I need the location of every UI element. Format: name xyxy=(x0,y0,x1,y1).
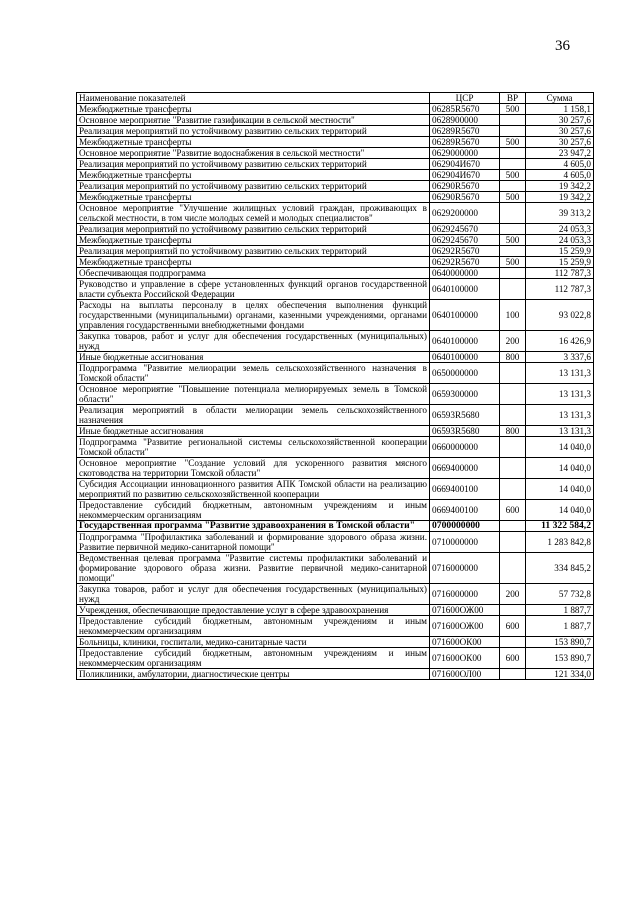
table-row xyxy=(77,384,594,405)
table-row xyxy=(77,352,594,363)
table-row xyxy=(77,203,594,224)
cell-code: 0628900000 xyxy=(430,115,500,126)
table-row xyxy=(77,605,594,616)
cell-name: Межбюджетные трансферты xyxy=(77,137,430,148)
cell-sum: 19 342,2 xyxy=(526,181,594,192)
cell-sum: 13 131,3 xyxy=(526,405,594,426)
table-row xyxy=(77,148,594,159)
table-row xyxy=(77,126,594,137)
cell-code: 0640100000 xyxy=(430,352,500,363)
table-body xyxy=(77,104,594,680)
cell-sum: 334 845,2 xyxy=(526,553,594,584)
page-number: 36 xyxy=(555,38,570,54)
cell-sum: 19 342,2 xyxy=(526,192,594,203)
cell-code: 06292R5670 xyxy=(430,257,500,268)
cell-vr xyxy=(500,126,526,137)
cell-vr xyxy=(500,405,526,426)
cell-code: 062904И670 xyxy=(430,159,500,170)
cell-name: Ведомственная целевая программа "Развитие системы профилактики заболеваний и формирование здорового образа жизни. Развитие первичной медико-санитарной помощи" xyxy=(77,553,430,584)
table-row xyxy=(77,115,594,126)
cell-sum: 14 040,0 xyxy=(526,479,594,500)
cell-name: Реализация мероприятий по устойчивому развитию сельских территорий xyxy=(77,159,430,170)
cell-sum: 57 732,8 xyxy=(526,584,594,605)
cell-sum: 121 334,0 xyxy=(526,669,594,680)
cell-sum: 1 158,1 xyxy=(526,104,594,115)
cell-sum: 1 887,7 xyxy=(526,605,594,616)
cell-code: 0660000000 xyxy=(430,437,500,458)
cell-sum: 14 040,0 xyxy=(526,500,594,521)
table-row xyxy=(77,648,594,669)
table-row xyxy=(77,192,594,203)
cell-vr xyxy=(500,203,526,224)
budget-table xyxy=(76,92,594,680)
cell-vr: 200 xyxy=(500,331,526,352)
cell-name: Обеспечивающая подпрограмма xyxy=(77,268,430,279)
cell-name: Поликлиники, амбулатории, диагностические центры xyxy=(77,669,430,680)
table-row xyxy=(77,616,594,637)
cell-sum: 1 887,7 xyxy=(526,616,594,637)
table-row xyxy=(77,331,594,352)
table-row xyxy=(77,521,594,532)
cell-code: 0640100000 xyxy=(430,300,500,331)
cell-vr xyxy=(500,268,526,279)
table-row xyxy=(77,363,594,384)
cell-code: 0640100000 xyxy=(430,279,500,300)
table-row xyxy=(77,405,594,426)
cell-code: 071600ОЛ00 xyxy=(430,669,500,680)
cell-name: Подпрограмма "Развитие региональной системы сельскохозяйственной кооперации Томской области" xyxy=(77,437,430,458)
cell-name: Подпрограмма "Развитие мелиорации земель сельскохозяйственного назначения в Томской области" xyxy=(77,363,430,384)
cell-sum: 4 605,0 xyxy=(526,159,594,170)
cell-name: Межбюджетные трансферты xyxy=(77,104,430,115)
table-row xyxy=(77,104,594,115)
cell-sum: 14 040,0 xyxy=(526,458,594,479)
cell-vr: 800 xyxy=(500,352,526,363)
cell-name: Межбюджетные трансферты xyxy=(77,192,430,203)
table-row xyxy=(77,584,594,605)
cell-sum: 13 131,3 xyxy=(526,384,594,405)
cell-vr xyxy=(500,669,526,680)
cell-code: 0710000000 xyxy=(430,532,500,553)
cell-vr: 600 xyxy=(500,500,526,521)
cell-code: 0716000000 xyxy=(430,584,500,605)
cell-vr xyxy=(500,159,526,170)
table-row xyxy=(77,170,594,181)
cell-code: 071600ОК00 xyxy=(430,648,500,669)
cell-vr xyxy=(500,384,526,405)
cell-name: Межбюджетные трансферты xyxy=(77,170,430,181)
cell-code: 0716000000 xyxy=(430,553,500,584)
cell-vr: 800 xyxy=(500,426,526,437)
cell-code: 0669400100 xyxy=(430,500,500,521)
cell-vr xyxy=(500,181,526,192)
table-row xyxy=(77,458,594,479)
cell-code: 06593R5680 xyxy=(430,405,500,426)
cell-name: Руководство и управление в сфере установленных функций органов государственной власти субъекта Российской Федерации xyxy=(77,279,430,300)
cell-name: Реализация мероприятий по устойчивому развитию сельских территорий xyxy=(77,224,430,235)
cell-name: Учреждения, обеспечивающие предоставление услуг в сфере здравоохранения xyxy=(77,605,430,616)
cell-vr: 600 xyxy=(500,616,526,637)
cell-sum: 23 947,2 xyxy=(526,148,594,159)
cell-sum: 14 040,0 xyxy=(526,437,594,458)
cell-name: Закупка товаров, работ и услуг для обеспечения государственных (муниципальных) нужд xyxy=(77,584,430,605)
table-row xyxy=(77,235,594,246)
cell-sum: 153 890,7 xyxy=(526,648,594,669)
cell-name: Реализация мероприятий в области мелиорации земель сельскохозяйственного назначения xyxy=(77,405,430,426)
cell-vr xyxy=(500,363,526,384)
cell-sum: 13 131,3 xyxy=(526,426,594,437)
cell-name: Больницы, клиники, госпитали, медико-санитарные части xyxy=(77,637,430,648)
cell-vr: 100 xyxy=(500,300,526,331)
cell-code: 0629245670 xyxy=(430,224,500,235)
cell-sum: 13 131,3 xyxy=(526,363,594,384)
cell-code: 0629245670 xyxy=(430,235,500,246)
cell-sum: 153 890,7 xyxy=(526,637,594,648)
table-row xyxy=(77,224,594,235)
cell-sum: 112 787,3 xyxy=(526,268,594,279)
cell-name: Закупка товаров, работ и услуг для обеспечения государственных (муниципальных) нужд xyxy=(77,331,430,352)
cell-name: Основное мероприятие "Улучшение жилищных условий граждан, проживающих в сельской местности, в том числе молодых семей и молодых специалистов" xyxy=(77,203,430,224)
cell-name: Подпрограмма "Профилактика заболеваний и формирование здорового образа жизни. Развитие первичной медико-санитарной помощи" xyxy=(77,532,430,553)
cell-name: Реализация мероприятий по устойчивому развитию сельских территорий xyxy=(77,181,430,192)
cell-name: Предоставление субсидий бюджетным, автономным учреждениям и иным некоммерческим организациям xyxy=(77,500,430,521)
cell-name: Субсидия Ассоциации инновационного развития АПК Томской области на реализацию мероприятий по развитию сельскохозяйственной кооперации xyxy=(77,479,430,500)
cell-vr xyxy=(500,521,526,532)
cell-name: Предоставление субсидий бюджетным, автономным учреждениям и иным некоммерческим организациям xyxy=(77,616,430,637)
header-sum: Сумма xyxy=(526,93,594,104)
cell-vr: 500 xyxy=(500,235,526,246)
table-row xyxy=(77,300,594,331)
cell-name: Иные бюджетные ассигнования xyxy=(77,426,430,437)
cell-sum: 3 337,6 xyxy=(526,352,594,363)
cell-vr: 600 xyxy=(500,648,526,669)
cell-name: Расходы на выплаты персоналу в целях обеспечения выполнения функций государственными (муниципальными) органами, казенными учреждениями, органами управления государственными внебюджетными фондами xyxy=(77,300,430,331)
cell-sum: 4 605,0 xyxy=(526,170,594,181)
cell-code: 0629000000 xyxy=(430,148,500,159)
cell-vr xyxy=(500,148,526,159)
cell-code: 0629200000 xyxy=(430,203,500,224)
cell-sum: 24 053,3 xyxy=(526,224,594,235)
cell-code: 06290R5670 xyxy=(430,192,500,203)
header-name: Наименование показателей xyxy=(77,93,430,104)
header-code: ЦСР xyxy=(430,93,500,104)
cell-code: 0659300000 xyxy=(430,384,500,405)
cell-code: 06285R5670 xyxy=(430,104,500,115)
table-row xyxy=(77,479,594,500)
cell-name: Основное мероприятие "Развитие водоснабжения в сельской местности" xyxy=(77,148,430,159)
cell-name: Основное мероприятие "Повышение потенциала мелиорируемых земель в Томской области" xyxy=(77,384,430,405)
table-row xyxy=(77,532,594,553)
cell-vr: 500 xyxy=(500,104,526,115)
cell-sum: 112 787,3 xyxy=(526,279,594,300)
table-row xyxy=(77,159,594,170)
cell-sum: 1 283 842,8 xyxy=(526,532,594,553)
cell-sum: 15 259,9 xyxy=(526,257,594,268)
table-row xyxy=(77,181,594,192)
cell-name: Межбюджетные трансферты xyxy=(77,235,430,246)
table-row xyxy=(77,500,594,521)
cell-vr xyxy=(500,279,526,300)
cell-vr xyxy=(500,246,526,257)
table-row xyxy=(77,268,594,279)
cell-vr xyxy=(500,532,526,553)
cell-name: Основное мероприятие "Создание условий для ускоренного развития мясного скотоводства на территории Томской области" xyxy=(77,458,430,479)
cell-code: 0700000000 xyxy=(430,521,500,532)
cell-vr xyxy=(500,115,526,126)
table-row xyxy=(77,426,594,437)
cell-vr xyxy=(500,224,526,235)
cell-code: 06289R5670 xyxy=(430,126,500,137)
table-row xyxy=(77,669,594,680)
cell-sum: 24 053,3 xyxy=(526,235,594,246)
cell-name: Государственная программа "Развитие здравоохранения в Томской области" xyxy=(77,521,430,532)
cell-code: 071600ОЖ00 xyxy=(430,605,500,616)
cell-sum: 39 313,2 xyxy=(526,203,594,224)
cell-name: Иные бюджетные ассигнования xyxy=(77,352,430,363)
cell-name: Предоставление субсидий бюджетным, автономным учреждениям и иным некоммерческим организациям xyxy=(77,648,430,669)
cell-code: 0650000000 xyxy=(430,363,500,384)
table-row xyxy=(77,637,594,648)
cell-vr xyxy=(500,458,526,479)
table-row xyxy=(77,257,594,268)
cell-sum: 11 322 584,2 xyxy=(526,521,594,532)
cell-code: 0640000000 xyxy=(430,268,500,279)
cell-code: 071600ОЖ00 xyxy=(430,616,500,637)
cell-name: Реализация мероприятий по устойчивому развитию сельских территорий xyxy=(77,246,430,257)
cell-vr: 500 xyxy=(500,192,526,203)
cell-name: Межбюджетные трансферты xyxy=(77,257,430,268)
cell-vr: 500 xyxy=(500,170,526,181)
cell-code: 0640100000 xyxy=(430,331,500,352)
cell-code: 0669400100 xyxy=(430,479,500,500)
cell-sum: 30 257,6 xyxy=(526,126,594,137)
cell-sum: 15 259,9 xyxy=(526,246,594,257)
cell-sum: 30 257,6 xyxy=(526,115,594,126)
cell-vr xyxy=(500,479,526,500)
cell-vr xyxy=(500,637,526,648)
cell-vr: 200 xyxy=(500,584,526,605)
cell-sum: 93 022,8 xyxy=(526,300,594,331)
cell-code: 06593R5680 xyxy=(430,426,500,437)
cell-code: 06289R5670 xyxy=(430,137,500,148)
table-row xyxy=(77,553,594,584)
table-header-row xyxy=(77,93,594,104)
table-row xyxy=(77,246,594,257)
cell-vr: 500 xyxy=(500,257,526,268)
table-row xyxy=(77,137,594,148)
cell-sum: 16 426,9 xyxy=(526,331,594,352)
cell-code: 06290R5670 xyxy=(430,181,500,192)
cell-sum: 30 257,6 xyxy=(526,137,594,148)
cell-code: 0669400000 xyxy=(430,458,500,479)
cell-code: 06292R5670 xyxy=(430,246,500,257)
cell-name: Реализация мероприятий по устойчивому развитию сельских территорий xyxy=(77,126,430,137)
cell-vr xyxy=(500,437,526,458)
table-row xyxy=(77,437,594,458)
cell-code: 071600ОК00 xyxy=(430,637,500,648)
header-vr: ВР xyxy=(500,93,526,104)
cell-vr xyxy=(500,553,526,584)
table-row xyxy=(77,279,594,300)
cell-name: Основное мероприятие "Развитие газификации в сельской местности" xyxy=(77,115,430,126)
cell-code: 062904И670 xyxy=(430,170,500,181)
cell-vr: 500 xyxy=(500,137,526,148)
cell-vr xyxy=(500,605,526,616)
